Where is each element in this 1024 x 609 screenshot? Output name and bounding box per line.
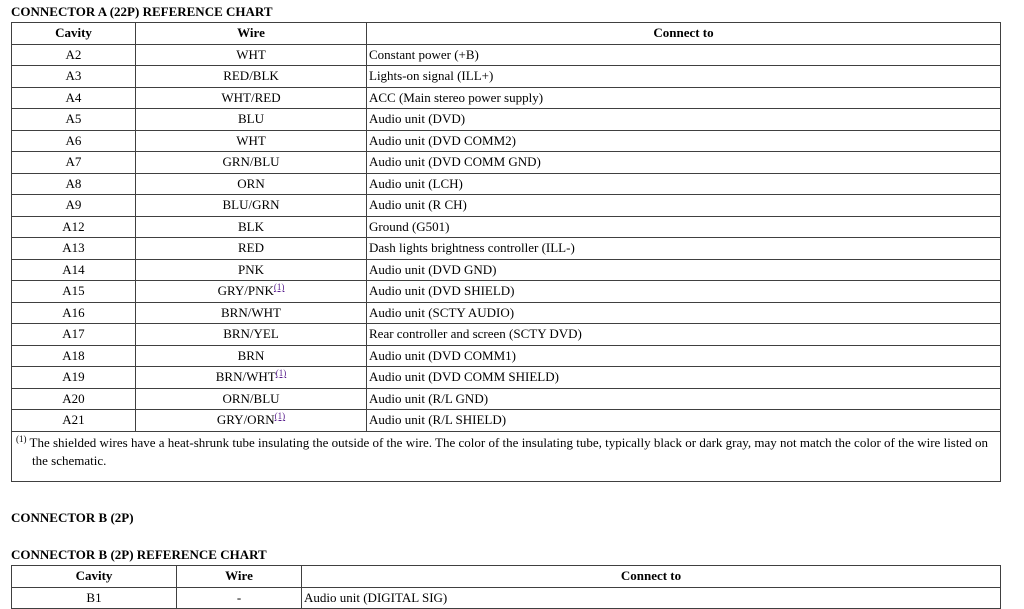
column-header-cavity: Cavity	[12, 23, 136, 45]
wire-color: WHT	[236, 132, 266, 148]
connect-to-cell: Audio unit (R CH)	[367, 195, 1001, 217]
wire-cell	[136, 388, 367, 410]
connect-to-cell: Lights-on signal (ILL+)	[367, 66, 1001, 88]
connect-to-cell: Rear controller and screen (SCTY DVD)	[367, 324, 1001, 346]
cavity-cell: B1	[12, 587, 177, 609]
column-header-cavity: Cavity	[12, 566, 177, 588]
connect-to-cell: ACC (Main stereo power supply)	[367, 87, 1001, 109]
cavity-cell: A20	[12, 388, 136, 410]
wire-cell	[136, 367, 367, 389]
table-row	[12, 367, 1001, 389]
connect-to-cell: Audio unit (DVD GND)	[367, 259, 1001, 281]
wire-cell	[136, 302, 367, 324]
wire-cell	[136, 238, 367, 260]
table-row	[12, 302, 1001, 324]
connect-to-cell: Audio unit (DIGITAL SIG)	[302, 587, 1001, 609]
cavity-cell: A4	[12, 87, 136, 109]
cavity-cell: A2	[12, 44, 136, 66]
wire-cell	[136, 130, 367, 152]
table-row	[12, 345, 1001, 367]
connect-to-cell: Audio unit (R/L SHIELD)	[367, 410, 1001, 432]
connect-to-cell: Audio unit (DVD COMM SHIELD)	[367, 367, 1001, 389]
wire-color: RED/BLK	[223, 68, 279, 84]
table-row	[12, 388, 1001, 410]
wire-color: BLU/GRN	[222, 197, 280, 213]
cavity-cell: A3	[12, 66, 136, 88]
connect-to-cell: Audio unit (DVD COMM1)	[367, 345, 1001, 367]
wire-color: BLK	[238, 218, 264, 234]
connect-to-cell: Audio unit (R/L GND)	[367, 388, 1001, 410]
cavity-cell: A14	[12, 259, 136, 281]
wire-cell	[136, 410, 367, 432]
cavity-cell: A21	[12, 410, 136, 432]
footnote-link[interactable]: (1)	[275, 368, 287, 379]
cavity-cell: A13	[12, 238, 136, 260]
table-row	[12, 216, 1001, 238]
cavity-cell: A15	[12, 281, 136, 303]
cavity-cell: A6	[12, 130, 136, 152]
wire-cell	[136, 345, 367, 367]
cavity-cell: A16	[12, 302, 136, 324]
cavity-cell: A17	[12, 324, 136, 346]
wire-cell	[136, 109, 367, 131]
table-row	[12, 152, 1001, 174]
connect-to-cell: Constant power (+B)	[367, 44, 1001, 66]
wire-color: BRN/WHT	[215, 369, 276, 385]
wire-color: GRY/ORN	[216, 412, 275, 428]
table-header-row	[12, 23, 1001, 45]
connector-b-table	[11, 565, 1001, 609]
footnote-row	[12, 431, 1001, 481]
table-row	[12, 587, 1001, 609]
table-row	[12, 109, 1001, 131]
wire-color: ORN	[237, 175, 265, 191]
table-row	[12, 44, 1001, 66]
cavity-cell: A19	[12, 367, 136, 389]
cavity-cell: A7	[12, 152, 136, 174]
wire-cell	[136, 44, 367, 66]
table-row	[12, 195, 1001, 217]
wire-cell	[136, 152, 367, 174]
wire-cell: -	[177, 587, 302, 609]
wire-cell	[136, 281, 367, 303]
connect-to-cell: Audio unit (DVD SHIELD)	[367, 281, 1001, 303]
cavity-cell: A5	[12, 109, 136, 131]
wire-color: BLU	[238, 111, 264, 127]
wire-cell	[136, 195, 367, 217]
table-row	[12, 259, 1001, 281]
footnote-marker: (1)	[16, 433, 27, 444]
table-row	[12, 281, 1001, 303]
table-row	[12, 324, 1001, 346]
wire-color: GRN/BLU	[222, 154, 280, 170]
connect-to-cell: Audio unit (DVD COMM2)	[367, 130, 1001, 152]
wire-color: RED	[238, 240, 264, 256]
connect-to-cell: Audio unit (DVD COMM GND)	[367, 152, 1001, 174]
wire-cell	[136, 87, 367, 109]
column-header-connect-to: Connect to	[367, 23, 1001, 45]
table-row	[12, 173, 1001, 195]
table-row	[12, 87, 1001, 109]
wire-cell	[136, 173, 367, 195]
wire-color: WHT	[236, 46, 266, 62]
wire-color: BRN/YEL	[223, 326, 279, 342]
connect-to-cell: Ground (G501)	[367, 216, 1001, 238]
wire-color: ORN/BLU	[222, 390, 280, 406]
connect-to-cell: Audio unit (SCTY AUDIO)	[367, 302, 1001, 324]
connector-a-title: CONNECTOR A (22P) REFERENCE CHART	[11, 4, 273, 19]
wire-cell	[136, 324, 367, 346]
wire-cell	[136, 216, 367, 238]
cavity-cell: A9	[12, 195, 136, 217]
wire-color: BRN/WHT	[221, 304, 281, 320]
table-header-row	[12, 566, 1001, 588]
wire-color: BRN	[237, 347, 265, 363]
footnote-link[interactable]: (1)	[274, 411, 286, 422]
cavity-cell: A8	[12, 173, 136, 195]
connect-to-cell: Audio unit (LCH)	[367, 173, 1001, 195]
wire-cell	[136, 259, 367, 281]
wire-color: WHT/RED	[221, 89, 281, 105]
connector-b-heading: CONNECTOR B (2P)	[11, 510, 134, 525]
footnote-link[interactable]: (1)	[273, 282, 285, 293]
column-header-wire: Wire	[177, 566, 302, 588]
connector-a-table	[11, 22, 1001, 482]
connect-to-cell: Audio unit (DVD)	[367, 109, 1001, 131]
wire-color: PNK	[237, 261, 264, 277]
column-header-wire: Wire	[136, 23, 367, 45]
footnote	[12, 431, 1001, 481]
cavity-cell: A12	[12, 216, 136, 238]
connect-to-cell: Dash lights brightness controller (ILL-)	[367, 238, 1001, 260]
footnote-text: The shielded wires have a heat-shrunk tube insulating the outside of the wire. The color of the insulating tube, typically black or dark gray, may not match the color of the wire listed on the schematic.	[29, 434, 988, 468]
table-row	[12, 66, 1001, 88]
table-row	[12, 238, 1001, 260]
wire-cell	[136, 66, 367, 88]
column-header-connect-to: Connect to	[302, 566, 1001, 588]
cavity-cell: A18	[12, 345, 136, 367]
table-row	[12, 410, 1001, 432]
table-row	[12, 130, 1001, 152]
connector-b-title: CONNECTOR B (2P) REFERENCE CHART	[11, 547, 267, 562]
wire-color: GRY/PNK	[217, 283, 274, 299]
